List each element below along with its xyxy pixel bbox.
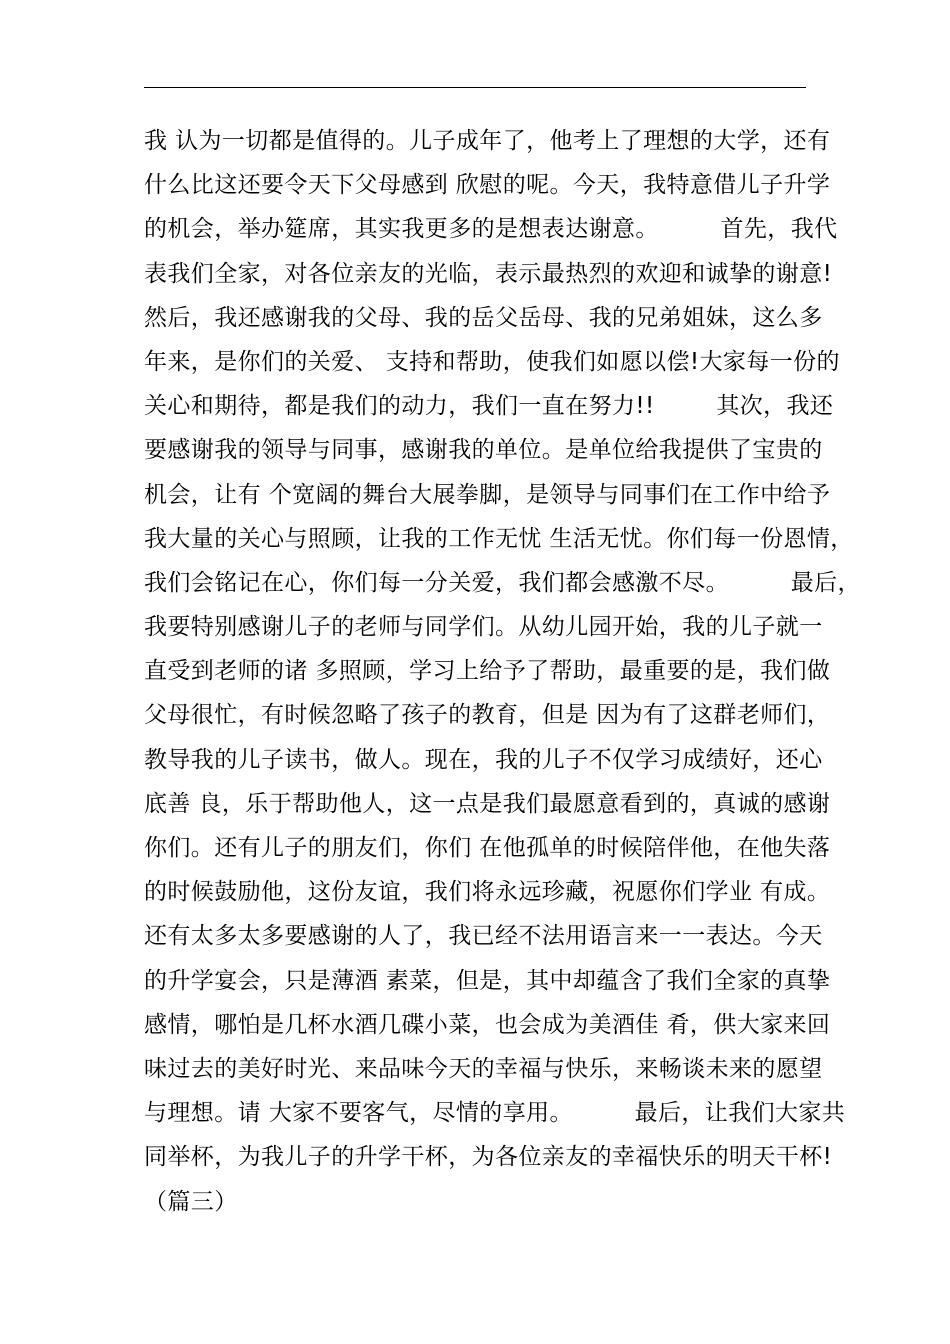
section-label: （篇三） [144,1188,238,1215]
text-line: 教导我的儿子读书，做人。现在，我的儿子不仅学习成绩好，还心 [144,746,823,773]
text-line: 表我们全家，对各位亲友的光临，表示最热烈的欢迎和诚挚的谢意! [144,260,833,287]
text-line: 与理想。请 大家不要客气，尽情的享用。 最后，让我们大家共 [144,1100,846,1127]
text-line: 年来，是你们的关爱、 支持和帮助，使我们如愿以偿!大家每一份的 [144,348,840,375]
text-line: 感情，哪怕是几杯水酒几碟小菜，也会成为美酒佳 肴，供大家来回 [144,1011,831,1038]
text-line: 要感谢我的领导与同事，感谢我的单位。是单位给我提供了宝贵的 [144,437,823,464]
text-line: 我大量的关心与照顾，让我的工作无忧 生活无忧。你们每一份恩情， [144,525,854,552]
text-line: 的时候鼓励他，这份友谊，我们将永远珍藏，祝愿你们学业 有成。 [144,879,831,906]
text-line: 你们。还有儿子的朋友们，你们 在他孤单的时候陪伴他，在他失落 [144,835,831,861]
text-line: 关心和期待，都是我们的动力，我们一直在努力!! 其次，我还 [144,393,834,420]
text-line: 同举杯，为我儿子的升学干杯，为各位亲友的幸福快乐的明天干杯! [144,1144,833,1171]
text-line: 我们会铭记在心，你们每一分关爱，我们都会感激不尽。 最后， [144,569,861,596]
text-line: 我 认为一切都是值得的。儿子成年了，他考上了理想的大学，还有 [144,128,831,154]
text-line: 的机会，举办筵席，其实我更多的是想表达谢意。 首先，我代 [144,216,838,243]
text-line: 底善 良，乐于帮助他人，这一点是我们最愿意看到的，真诚的感谢 [144,790,831,817]
text-line: 什么比这还要令天下父母感到 欣慰的呢。今天，我特意借儿子升学 [144,172,831,199]
text-line: 的升学宴会，只是薄酒 素菜，但是，其中却蕴含了我们全家的真挚 [144,967,831,994]
text-line: 父母很忙，有时候忽略了孩子的教育，但是 因为有了这群老师们， [144,702,831,729]
text-line: 直受到老师的诸 多照顾，学习上给予了帮助，最重要的是，我们做 [144,658,831,685]
text-line: 我要特别感谢儿子的老师与同学们。从幼儿园开始，我的儿子就一 [144,614,823,641]
header-rule [144,87,806,88]
text-line: 然后，我还感谢我的父母、我的岳父岳母、我的兄弟姐妹，这么多 [144,304,823,331]
text-line: 还有太多太多要感谢的人了，我已经不法用语言来一一表达。今天 [144,923,823,950]
text-line: 机会，让有 个宽阔的舞台大展拳脚，是领导与同事们在工作中给予 [144,481,831,508]
text-line: 味过去的美好时光、来品味今天的幸福与快乐，来畅谈未来的愿望 [144,1055,823,1082]
document-body [144,119,861,1224]
